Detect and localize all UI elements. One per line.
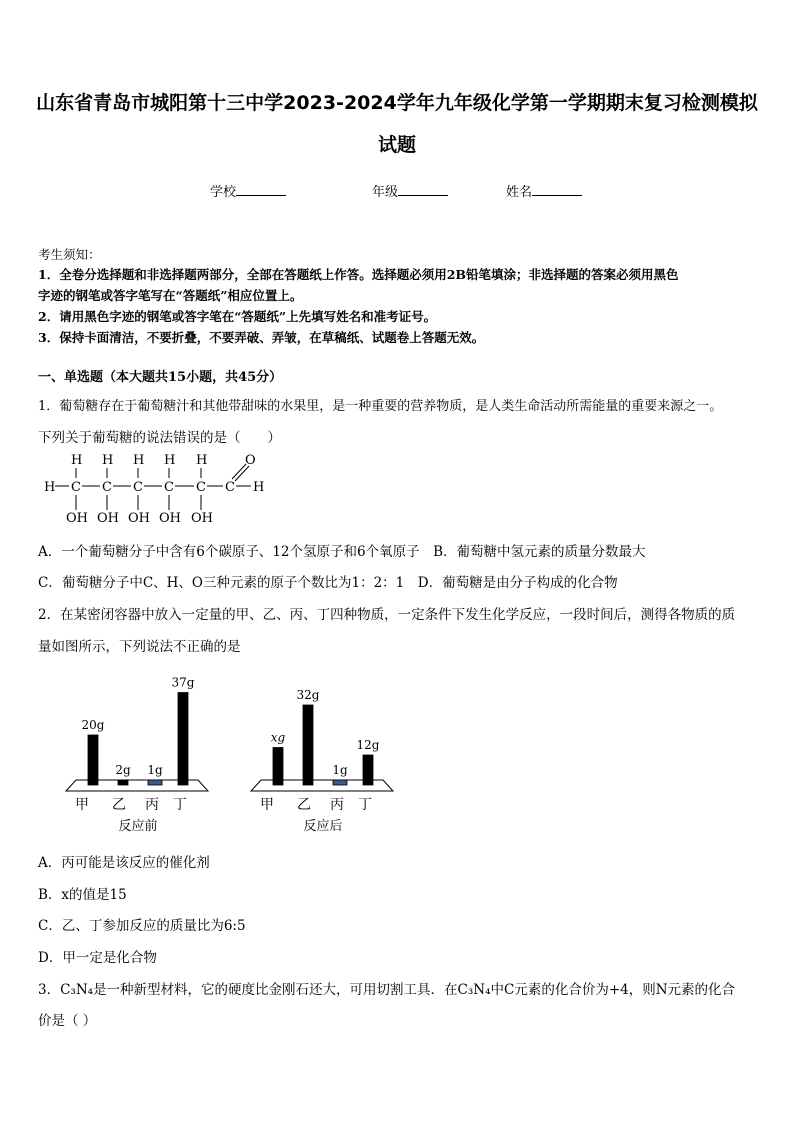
- chart-1-data-label-1: 20g: [81, 718, 105, 732]
- chart-2-category-2: 乙: [297, 797, 311, 813]
- struct-oh-4: OH: [159, 511, 181, 526]
- struct-h-top-1: H: [71, 453, 83, 468]
- name-field: [506, 181, 582, 200]
- struct-bonds: [55, 464, 251, 510]
- chart-1-category-4: 丁: [173, 797, 187, 813]
- chart-2-category-1: 甲: [260, 797, 274, 813]
- notice-heading: 考生须知：: [38, 247, 101, 262]
- chart-1-title: 反应前: [118, 819, 158, 834]
- struct-o: O: [245, 453, 256, 468]
- chart-1-bar-1: [88, 735, 98, 785]
- chart-1-category-1: 甲: [75, 797, 89, 813]
- chart-2-bar-2: [303, 705, 313, 785]
- q3-stem-2: 价是（ ）: [38, 1013, 97, 1029]
- struct-oh-2: OH: [97, 511, 119, 526]
- notice-item-1-cont: 字迹的钢笔或答字笔写在“答题纸”相应位置上。: [38, 288, 303, 303]
- struct-h-top-3: H: [133, 453, 145, 468]
- notice-item-3: 3．保持卡面清洁，不要折叠，不要弄破、弄皱，在草稿纸、试题卷上答题无效。: [38, 330, 485, 345]
- chart-1-data-label-4: 37g: [171, 675, 195, 690]
- chart-2-bar-1: [273, 748, 283, 786]
- struct-c-3: C: [133, 480, 143, 495]
- notice-item-2: 2．请用黑色字迹的钢笔或答字笔在“答题纸”上先填写姓名和准考证号。: [38, 309, 437, 324]
- chart-1-data-label-2: 2g: [115, 763, 131, 777]
- struct-h-top-4: H: [164, 453, 176, 468]
- glucose-structure: [40, 446, 280, 532]
- chart-2-data-label-2: 32g: [296, 688, 320, 702]
- chart-1-bar-3: [148, 780, 162, 785]
- chart-2-data-label-1: xg: [270, 730, 286, 745]
- chart-2-title: 反应后: [303, 819, 343, 834]
- chart-2-bar-3: [333, 780, 347, 785]
- q1-stem-2: 下列关于葡萄糖的说法错误的是（ ）: [38, 430, 281, 446]
- q1-stem-1: 1．葡萄糖存在于葡萄糖汁和其他带甜味的水果里，是一种重要的营养物质，是人类生命活动所需能量的重要来源之一。: [38, 399, 723, 414]
- chart-1-bar-2: [118, 780, 128, 785]
- q2-option-c: C．乙、丁参加反应的质量比为6:5: [38, 918, 246, 934]
- struct-h-top-5: H: [196, 453, 208, 468]
- q3-stem-1: 3．C₃N₄是一种新型材料，它的硬度比金刚石还大，可用切割工具．在C₃N₄中C元素的化合价为+4，则N元素的化合: [38, 982, 736, 998]
- struct-c-2: C: [102, 480, 112, 495]
- grade-label: 年级: [372, 185, 399, 200]
- chart-1-category-2: 乙: [112, 797, 126, 813]
- chart-2-data-label-4: 12g: [356, 738, 380, 752]
- q1-options-ab: A．一个葡萄糖分子中含有6个碳原子、12个氢原子和6个氧原子 B．葡萄糖中氢元素的质量分数最大: [38, 544, 646, 560]
- struct-oh-5: OH: [191, 511, 213, 526]
- struct-h-right: H: [253, 480, 265, 495]
- chart-2-category-3: 丙: [330, 797, 344, 813]
- chart-2-data-label-3: 1g: [332, 763, 348, 777]
- page-title: 山东省青岛市城阳第十三中学2023-2024学年九年级化学第一学期期末复习检测模拟: [36, 92, 758, 114]
- school-label: 学校: [210, 185, 237, 200]
- struct-h-top-2: H: [102, 453, 114, 468]
- struct-c-5: C: [196, 480, 206, 495]
- struct-c-6: C: [225, 480, 235, 495]
- q2-option-d: D．甲一定是化合物: [38, 950, 157, 966]
- chart-2-bar-4: [363, 755, 373, 785]
- q1-options-cd: C．葡萄糖分子中C、H、O三种元素的原子个数比为1：2：1 D．葡萄糖是由分子构成的化合物: [38, 575, 618, 591]
- school-field: [210, 181, 286, 200]
- chart-1-data-label-3: 1g: [147, 763, 163, 777]
- struct-c-4: C: [164, 480, 174, 495]
- chart-1-category-3: 丙: [145, 797, 159, 813]
- q2-stem-1: 2．在某密闭容器中放入一定量的甲、乙、丙、丁四种物质，一定条件下发生化学反应，一段时间后，测得各物质的质: [38, 607, 736, 623]
- chart-2-category-4: 丁: [358, 797, 372, 813]
- struct-oh-1: OH: [66, 511, 88, 526]
- struct-c-1: C: [71, 480, 81, 495]
- name-label: 姓名: [506, 185, 533, 200]
- struct-h-left: H: [44, 480, 56, 495]
- notice-item-1: 1．全卷分选择题和非选择题两部分，全部在答题纸上作答。选择题必须用2B铅笔填涂；非选择题的答案必须用黑色: [38, 267, 679, 282]
- grade-field: [372, 181, 448, 200]
- q2-stem-2: 量如图所示，下列说法不正确的是: [38, 639, 241, 655]
- q2-option-a: A．丙可能是该反应的催化剂: [38, 855, 210, 871]
- struct-oh-3: OH: [128, 511, 150, 526]
- page-title-line2: 试题: [377, 134, 416, 156]
- section-heading: 一、单选题（本大题共15小题，共45分）: [38, 370, 283, 385]
- mass-bar-charts: [0, 660, 420, 840]
- q2-option-b: B．x的值是15: [38, 887, 127, 903]
- chart-1-bar-4: [178, 693, 188, 786]
